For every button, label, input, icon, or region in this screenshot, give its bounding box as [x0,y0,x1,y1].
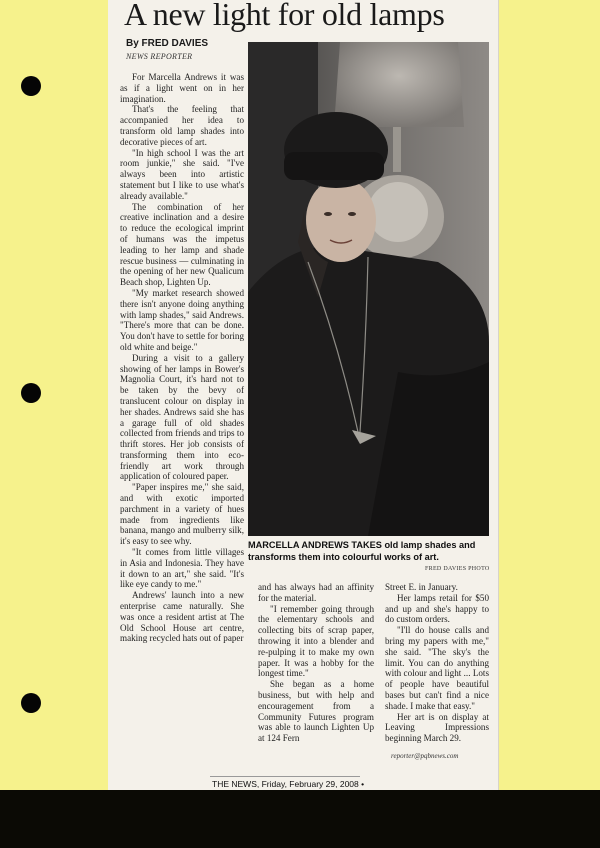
reporter-title: NEWS REPORTER [126,52,193,61]
paragraph: The combination of her creative inclination and a desire to reduce the ecological imprint of humans was the impetus leading to her lamp and shade rescue business — culminating in the opening of her new Qualicum Beach shop, Lighten Up. [120,201,244,288]
byline: By FRED DAVIES [126,38,209,49]
footer-rule [210,776,360,777]
paragraph: "Paper inspires me," she said, and with exotic imported parchment in a variety of hues made from ingredients like banana, mango and mulberry silk, it's easy to see why. [120,482,244,547]
paragraph: Street E. in January. [385,582,458,592]
portrait-photo [248,42,489,536]
paragraph: Her art is on display at Leaving Impressions beginning March 29. [385,711,489,744]
photo-credit: FRED DAVIES PHOTO [425,566,490,572]
binder-hole-bottom [21,693,41,713]
paragraph: Her lamps retail for $50 and up and she's happy to do custom orders. [385,592,489,625]
paragraph: "My market research showed there isn't anyone doing anything with lamp shades," said Andrews. "There's more that can be done. You don't have to settle for boring old white and beige." [120,287,244,352]
binder-hole-top [21,76,41,96]
paragraph: During a visit to a gallery showing of her lamps in Bower's Magnolia Court, it's hard not to be taken by the bevy of translucent colour on display in her shades. Andrews said she has a garage full of old shades collected from friends and trips to thrift stores. Her job consists of transforming them into eco-friendly art work through application of coloured paper. [120,352,244,482]
photo-caption: MARCELLA ANDREWS TAKES old lamp shades and transforms them into colourful works of art. [248,540,476,562]
article-column-3 [385,582,489,744]
headline: A new light for old lamps [124,0,445,32]
paragraph: For Marcella Andrews it was as if a light went on in her imagination. [120,72,244,104]
paragraph: Andrews' launch into a new enterprise came naturally. She was once a resident artist at The Old School House art centre, making recycled hats out of paper [120,590,244,644]
paragraph: That's the feeling that accompanied her idea to transform old lamp shades into decorative pieces of art. [120,104,244,147]
photo-illustration [248,42,489,536]
paragraph: "In high school I was the art room junkie," she said. "I've always been into artistic statement but I like to use what's already available." [120,147,244,201]
newspaper-footer: THE NEWS, Friday, February 29, 2008 • [212,779,365,789]
paragraph: She began as a home business, but with help and encouragement from a Community Futures program was able to launch Lighten Up at 124 Fern [258,679,374,744]
scan-bottom-edge [0,790,600,848]
article-column-1 [120,72,244,644]
article-column-2 [258,582,374,744]
reporter-email: reporter@pqbnews.com [391,752,459,760]
paragraph: "It comes from little villages in Asia and Indonesia. They have it down to an art," she said. "It's like eye candy to me." [120,547,244,590]
paragraph: "I remember going through the elementary schools and collecting bits of scrap paper, throwing it into a blender and re-pulping it to make my own paper. It was a hobby for the longest time." [258,603,374,679]
binder-hole-middle [21,383,41,403]
paragraph: "I'll do house calls and bring my papers with me," she said. "The sky's the limit. You can do anything with colour and light ... Lots of people have beautiful bases but can't find a nice shade. I make that easy." [385,625,489,711]
paragraph: and has always had an affinity for the material. [258,582,374,603]
